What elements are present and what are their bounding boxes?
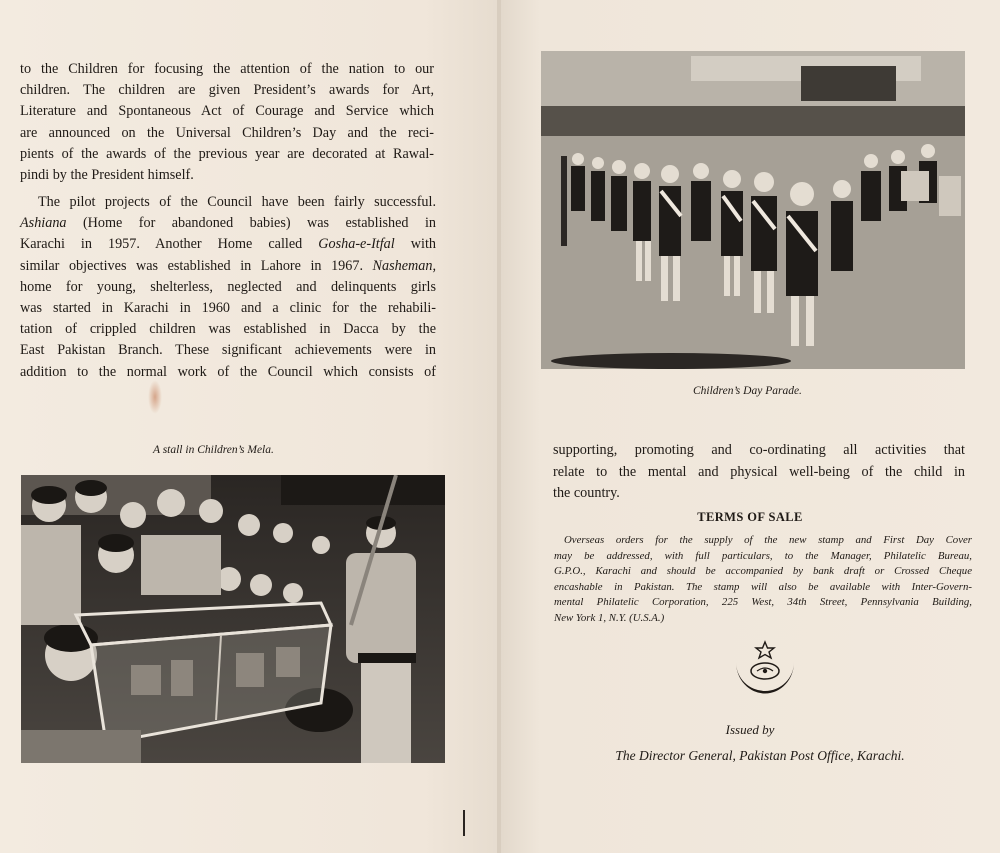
- text-fragment: Karachi in 1957. Another Home called: [20, 236, 319, 253]
- paragraph-supporting: [553, 440, 965, 505]
- text-line: [20, 234, 436, 255]
- terms-of-sale-heading: TERMS OF SALE: [697, 510, 803, 524]
- text-line: addition to the normal work of the Council which consists of: [20, 363, 436, 380]
- text-line: The pilot projects of the Council have been fairly successful.: [38, 194, 436, 210]
- text-line: tation of crippled children was established in Dacca by the: [20, 321, 436, 338]
- text-line: Literature and Spontaneous Act of Courage and Service which: [20, 103, 434, 120]
- issued-by-label: Issued by: [725, 722, 775, 737]
- photo-parade-illustration: [541, 51, 965, 369]
- text-line: [20, 256, 436, 277]
- pakistan-post-emblem-icon: [728, 640, 802, 702]
- text-line: are announced on the Universal Children’s Day and the reci-: [20, 124, 434, 141]
- paper-stain: [148, 380, 162, 414]
- issuer-name: The Director General, Pakistan Post Office, Karachi.: [615, 748, 905, 763]
- text-line: to the Children for focusing the attention of the nation to our: [20, 61, 434, 77]
- photo-caption-parade: Children’s Day Parade.: [693, 385, 802, 397]
- ink-mark: [463, 810, 465, 836]
- text-line: home for young, shelterless, neglected and delinquents girls: [20, 278, 436, 295]
- text-line: the country.: [553, 485, 620, 501]
- text-fragment: (Home for abandoned babies) was established in: [66, 215, 436, 232]
- photo-mela-illustration: [21, 475, 445, 763]
- text-line: East Pakistan Branch. These significant achievements were in: [20, 342, 436, 359]
- text-fragment: similar objectives was established in Lahore in 1967.: [20, 257, 373, 274]
- italic-term-nasheman: Nasheman,: [372, 257, 436, 274]
- paragraph-pilot-projects: [20, 192, 436, 383]
- text-line: [20, 213, 436, 234]
- paragraph-awards: [20, 59, 434, 186]
- text-line: mental Philatelic Corporation, 225 West, 34th Street, Pennsylvania Building,: [554, 596, 972, 609]
- text-line: pindi by the President himself.: [20, 167, 194, 184]
- text-line: relate to the mental and physical well-being of the child in: [553, 463, 965, 480]
- text-line: G.P.O., Karachi and should be accompanied by bank draft or Crossed Cheque: [554, 565, 972, 578]
- photo-caption-mela: A stall in Children’s Mela.: [153, 444, 274, 456]
- italic-term-ashiana: Ashiana: [20, 215, 67, 232]
- text-line: may be addressed, with full particulars, to the Manager, Philatelic Bureau,: [554, 549, 972, 562]
- photo-childrens-day-parade: [541, 51, 965, 369]
- text-line: supporting, promoting and co-ordinating all activities that: [553, 442, 965, 458]
- text-line: encashable in Pakistan. The stamp will also be available with Inter-Govern-: [554, 580, 972, 593]
- text-line: pients of the awards of the previous year are decorated at Rawal-: [20, 145, 434, 162]
- text-line: New York 1, N.Y. (U.S.A.): [554, 611, 665, 624]
- photo-childrens-mela-stall: [21, 475, 445, 763]
- text-fragment: with: [394, 236, 436, 253]
- terms-of-sale-text: [554, 533, 972, 627]
- text-line: was started in Karachi in 1960 and a clinic for the rehabili-: [20, 300, 436, 317]
- italic-term-gosha-e-itfal: Gosha-e-Itfal: [318, 236, 395, 253]
- text-line: children. The children are given President’s awards for Art,: [20, 82, 434, 99]
- text-line: Overseas orders for the supply of the new stamp and First Day Cover: [564, 534, 972, 546]
